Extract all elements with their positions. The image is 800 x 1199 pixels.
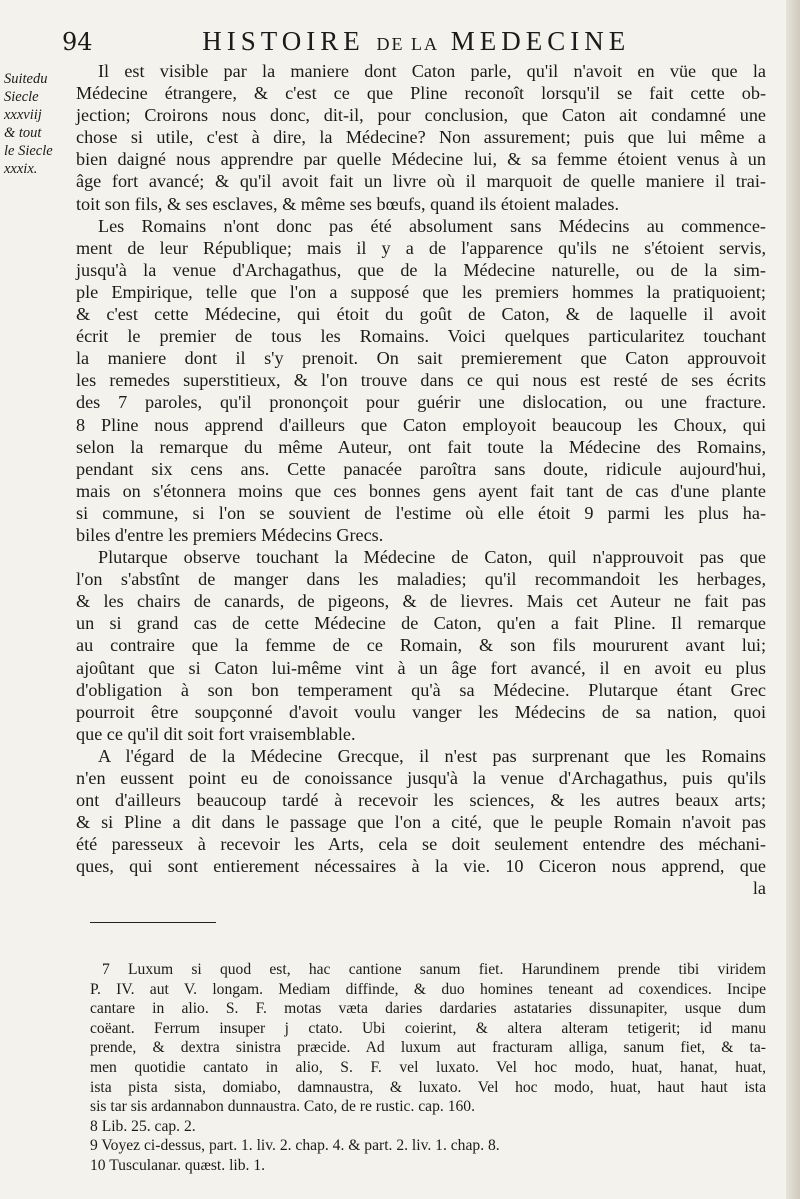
- footnote-line: P. IV. aut V. longam. Mediam diffinde, & duo homines teneant ad coxendices. Incipe: [90, 980, 766, 998]
- text-line: au contraire que la femme de ce Romain, & son fils moururent avant lui;: [76, 635, 766, 656]
- text-line: toit son fils, & ses esclaves, & même ses bœufs, quand ils étoient malades.: [76, 193, 620, 214]
- text-line: jusqu'à la venue d'Archagathus, que de la Médecine naturelle, ou de la sim-: [76, 259, 766, 280]
- text-line: si commune, si l'on se souvient de l'estime où elle étoit 9 parmi les plus ha-: [76, 502, 766, 523]
- footnote-line: 8 Lib. 25. cap. 2.: [90, 1117, 196, 1135]
- text-line: Il est visible par la maniere dont Caton parle, qu'il n'avoit en vüe que la: [98, 61, 766, 81]
- text-line: âge fort avancé; & qu'il avoit fait un livre où il marquoit de quelle maniere il trai-: [76, 171, 766, 192]
- running-title: [111, 26, 722, 57]
- text-line: été paresseux à recevoir les Arts, cela se doit seulement entendre des méchani-: [76, 834, 766, 855]
- text-line: l'on s'abstînt de manger dans les maladies; qu'il recommandoit les herbages,: [76, 569, 766, 590]
- text-line: mais on s'étonnera moins que ces bonnes gens ayent fait tant de cas d'une plante: [76, 480, 766, 501]
- page-edge: [786, 0, 800, 1199]
- footnote-line: ista pista sista, domiabo, damnaustra, & luxato. Vel hoc modo, huat, haut haut ista: [90, 1078, 766, 1096]
- title-word-de-la: DE LA: [376, 34, 440, 54]
- text-line: des 7 paroles, qu'il prononçoit pour guérir une dislocation, ou une fracture.: [76, 392, 766, 413]
- title-word-medecine: MEDECINE: [450, 26, 631, 56]
- text-line: d'obligation à son bon temperament qu'à sa Médecine. Plutarque étant Grec: [76, 679, 766, 700]
- text-line: les remedes superstitieux, & l'on trouve dans ce qui nous est resté de ses écrits: [76, 370, 766, 391]
- text-line: jection; Croirons nous donc, dit-il, pour conclusion, que Caton ait condamné une: [76, 105, 766, 126]
- text-line: selon la remarque du même Auteur, ont fait toute la Médecine des Romains,: [76, 436, 766, 457]
- footnote-line: 7 Luxum si quod est, hac cantione sanum fiet. Harundinem prende tibi viridem: [102, 961, 766, 978]
- footnote-line: coëant. Ferrum insuper j ctato. Ubi coierint, & altera alteram tetigerit; id manu: [90, 1019, 766, 1037]
- footnote-line: men quotidie cantato in alio, S. F. vel luxato. Vel hoc modo, huat, hanat, huat,: [90, 1058, 766, 1076]
- margin-note-line: & tout: [4, 125, 42, 141]
- margin-note-line: le Siecle: [4, 143, 53, 159]
- text-line: Plutarque observe touchant la Médecine de Caton, quil n'approuvoit pas que: [98, 547, 766, 568]
- text-line: pourroit être soupçonné d'avoit voulu vanger les Médecins de sa nation, quoi: [76, 701, 766, 722]
- body-text: [76, 60, 766, 900]
- text-line: la maniere dont il s'y prenoit. On sait premierement que Caton approuvoit: [76, 348, 766, 369]
- text-line: A l'égard de la Médecine Grecque, il n'est pas surprenant que les Romains: [98, 745, 766, 766]
- text-line: ple Empirique, telle que l'on a supposé que les premiers hommes la pratiquoient;: [76, 281, 766, 302]
- margin-note-line: Suitedu: [4, 71, 48, 87]
- text-line: ont d'ailleurs beaucoup tardé à recevoir les sciences, & les autres beaux arts;: [76, 790, 766, 811]
- title-word-histoire: HISTOIRE: [202, 26, 365, 56]
- text-line: chose si utile, c'est à dire, la Médecine? Non assurement; puis que lui même a: [76, 127, 766, 148]
- text-line: & c'est cette Médecine, qui étoit du goût de Caton, & de laquelle il avoit: [76, 304, 766, 325]
- margin-note-line: xxxix.: [4, 161, 38, 177]
- footnote-line: 9 Voyez ci-dessus, part. 1. liv. 2. chap. 4. & part. 2. liv. 1. chap. 8.: [90, 1137, 500, 1155]
- text-line: un si grand cas de cette Médecine de Caton, qu'en a fait Pline. Il remarque: [76, 613, 766, 634]
- catchword: la: [752, 878, 766, 899]
- text-line: bien daigné nous apprendre par quelle Médecine lui, & sa femme étoient venus à un: [76, 149, 766, 170]
- footnote-line: prende, & dextra sinistra præcide. Ad luxum aut fracturam alliga, sanum fiet, & ta-: [90, 1039, 766, 1057]
- page-number: 94: [62, 28, 93, 56]
- footnote-line: cantare in alio. S. F. motas væta daries dardaries astataries dissunapiter, usque dum: [90, 1000, 766, 1018]
- margin-note-line: xxxviij: [4, 107, 42, 123]
- text-line: biles d'entre les premiers Médecins Grecs.: [76, 524, 384, 545]
- text-line: & les chairs de canards, de pigeons, & de lievres. Mais cet Auteur ne fait pas: [76, 591, 766, 612]
- footnote-rule: [90, 922, 216, 923]
- text-line: 8 Pline nous apprend d'ailleurs que Caton employoit beaucoup les Choux, qui: [76, 414, 766, 435]
- text-line: ment de leur République; mais il y a de l'apparence qu'ils ne s'étoient servis,: [76, 237, 766, 258]
- margin-note-line: Siecle: [4, 89, 39, 105]
- text-line: ajoûtant que si Caton lui-même vint à un âge fort avancé, il en avoit eu plus: [76, 657, 766, 678]
- footnote-line: sis tar sis ardannabon dunnaustra. Cato, de re rustic. cap. 160.: [90, 1098, 475, 1116]
- text-line: Médecine étrangere, & c'est ce que Pline reconoît lorsqu'il se fait cette ob-: [76, 83, 766, 104]
- margin-note: [4, 70, 70, 178]
- text-line: pendant six cens ans. Cette panacée paroîtra sans doute, ridicule aujourd'hui,: [76, 458, 766, 479]
- text-line: que ce qu'il dit soit fort vraisemblable.: [76, 723, 356, 744]
- text-line: & si Pline a dit dans le passage que l'on a cité, que le peuple Romain n'avoit pas: [76, 812, 766, 833]
- text-line: n'en eussent point eu de conoissance jusqu'à la venue d'Archagathus, puis qu'ils: [76, 768, 766, 788]
- footnotes: [90, 960, 766, 1176]
- text-line: écrit le premier de tous les Romains. Voici quelques particularitez touchant: [76, 326, 766, 347]
- text-line: Les Romains n'ont donc pas été absolument sans Médecins au commence-: [98, 215, 766, 236]
- footnote-line: 10 Tusculanar. quæst. lib. 1.: [90, 1156, 266, 1174]
- running-header: [62, 26, 722, 62]
- text-line: ques, qui sont entierement nécessaires à la vie. 10 Ciceron nous apprend, que: [76, 856, 766, 877]
